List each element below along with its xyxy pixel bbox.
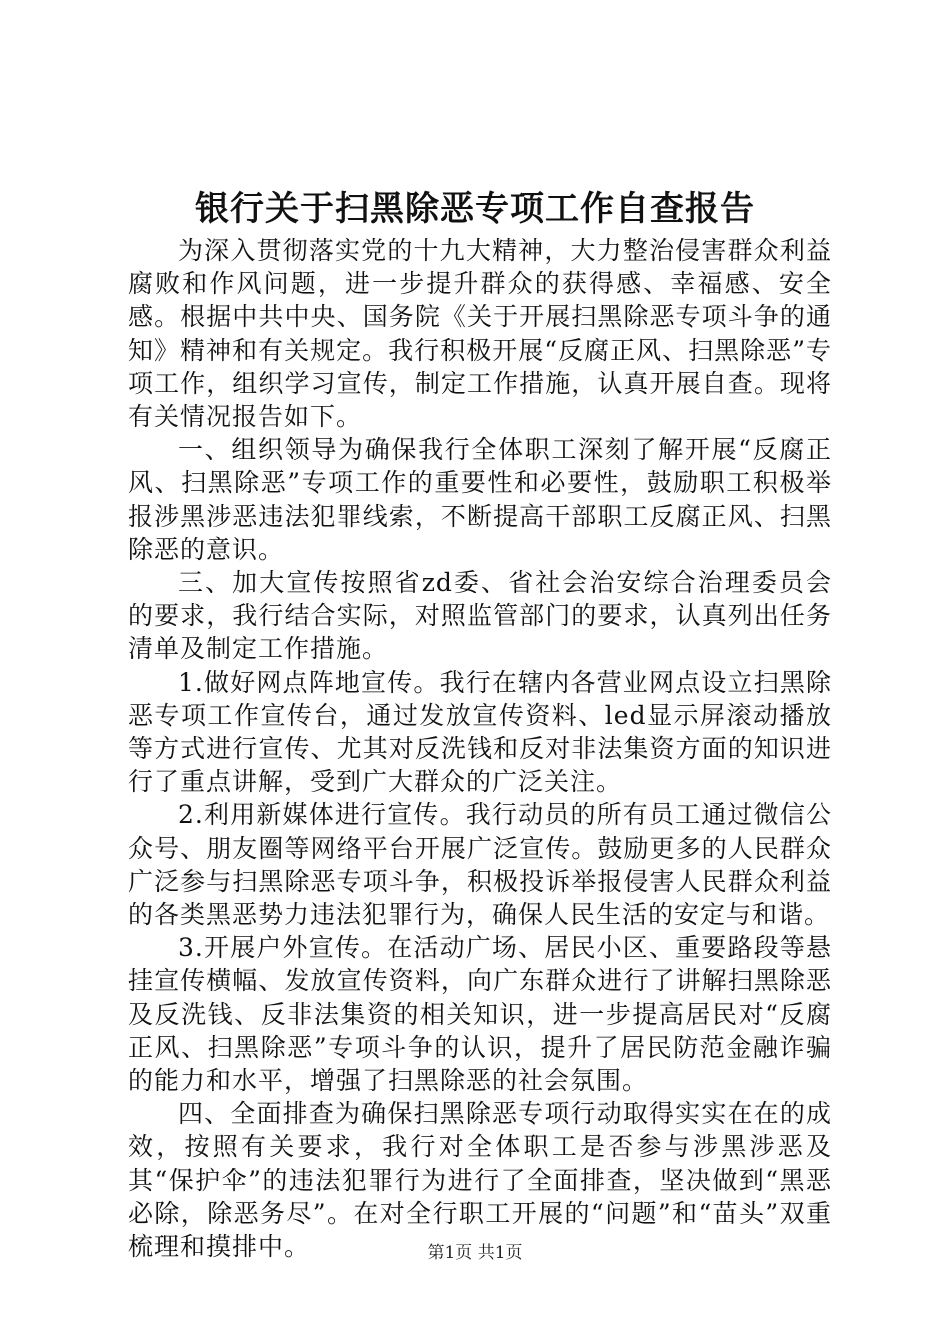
paragraph-item-2: 2.利用新媒体进行宣传。我行动员的所有员工通过微信公众号、朋友圈等网络平台开展广泛宣传。鼓励更多的人民群众广泛参与扫黑除恶专项斗争，积极投诉举报侵害人民群众利益的各类黑恶势力违法犯罪行为，确保人民生活的安定与和谐。 (128, 800, 832, 930)
paragraph-item-1: 1.做好网点阵地宣传。我行在辖内各营业网点设立扫黑除恶专项工作宣传台，通过发放宣传资料、led显示屏滚动播放等方式进行宣传、尤其对反洗钱和反对非法集资方面的知识进行了重点讲解，受到广大群众的广泛关注。 (128, 667, 832, 797)
paragraph-section-organization: 一、组织领导为确保我行全体职工深刻了解开展“反腐正风、扫黑除恶”专项工作的重要性和必要性，鼓励职工积极举报涉黑涉恶违法犯罪线索，不断提高干部职工反腐正风、扫黑除恶的意识。 (128, 435, 832, 564)
page-footer: 第1页 共1页 (427, 1243, 523, 1263)
paragraph-intro: 为深入贯彻落实党的十九大精神，大力整治侵害群众利益腐败和作风问题，进一步提升群众的获得感、幸福感、安全感。根据中共中央、国务院《关于开展扫黑除恶专项斗争的通知》精神和有关规定。我行积极开展“反腐正风、扫黑除恶”专项工作，组织学习宣传，制定工作措施，认真开展自查。现将有关情况报告如下。 (128, 236, 832, 432)
document-title: 银行关于扫黑除恶专项工作自查报告 (195, 189, 755, 229)
paragraph-section-publicity: 三、加大宣传按照省zd委、省社会治安综合治理委员会的要求，我行结合实际，对照监管部门的要求，认真列出任务清单及制定工作措施。 (128, 568, 832, 664)
document-body (128, 234, 832, 1263)
paragraph-section-inspection: 四、全面排查为确保扫黑除恶专项行动取得实实在在的成效，按照有关要求，我行对全体职工是否参与涉黑涉恶及其“保护伞”的违法犯罪行为进行了全面排查，坚决做到“黑恶必除，除恶务尽”。在对全行职工开展的“问题”和“苗头”双重梳理和摸排中。 (128, 1099, 832, 1262)
paragraph-item-3: 3.开展户外宣传。在活动广场、居民小区、重要路段等悬挂宣传横幅、发放宣传资料，向广东群众进行了讲解扫黑除恶及反洗钱、反非法集资的相关知识，进一步提高居民对“反腐正风、扫黑除恶”专项斗争的认识，提升了居民防范金融诈骗的能力和水平，增强了扫黑除恶的社会氛围。 (128, 933, 832, 1096)
